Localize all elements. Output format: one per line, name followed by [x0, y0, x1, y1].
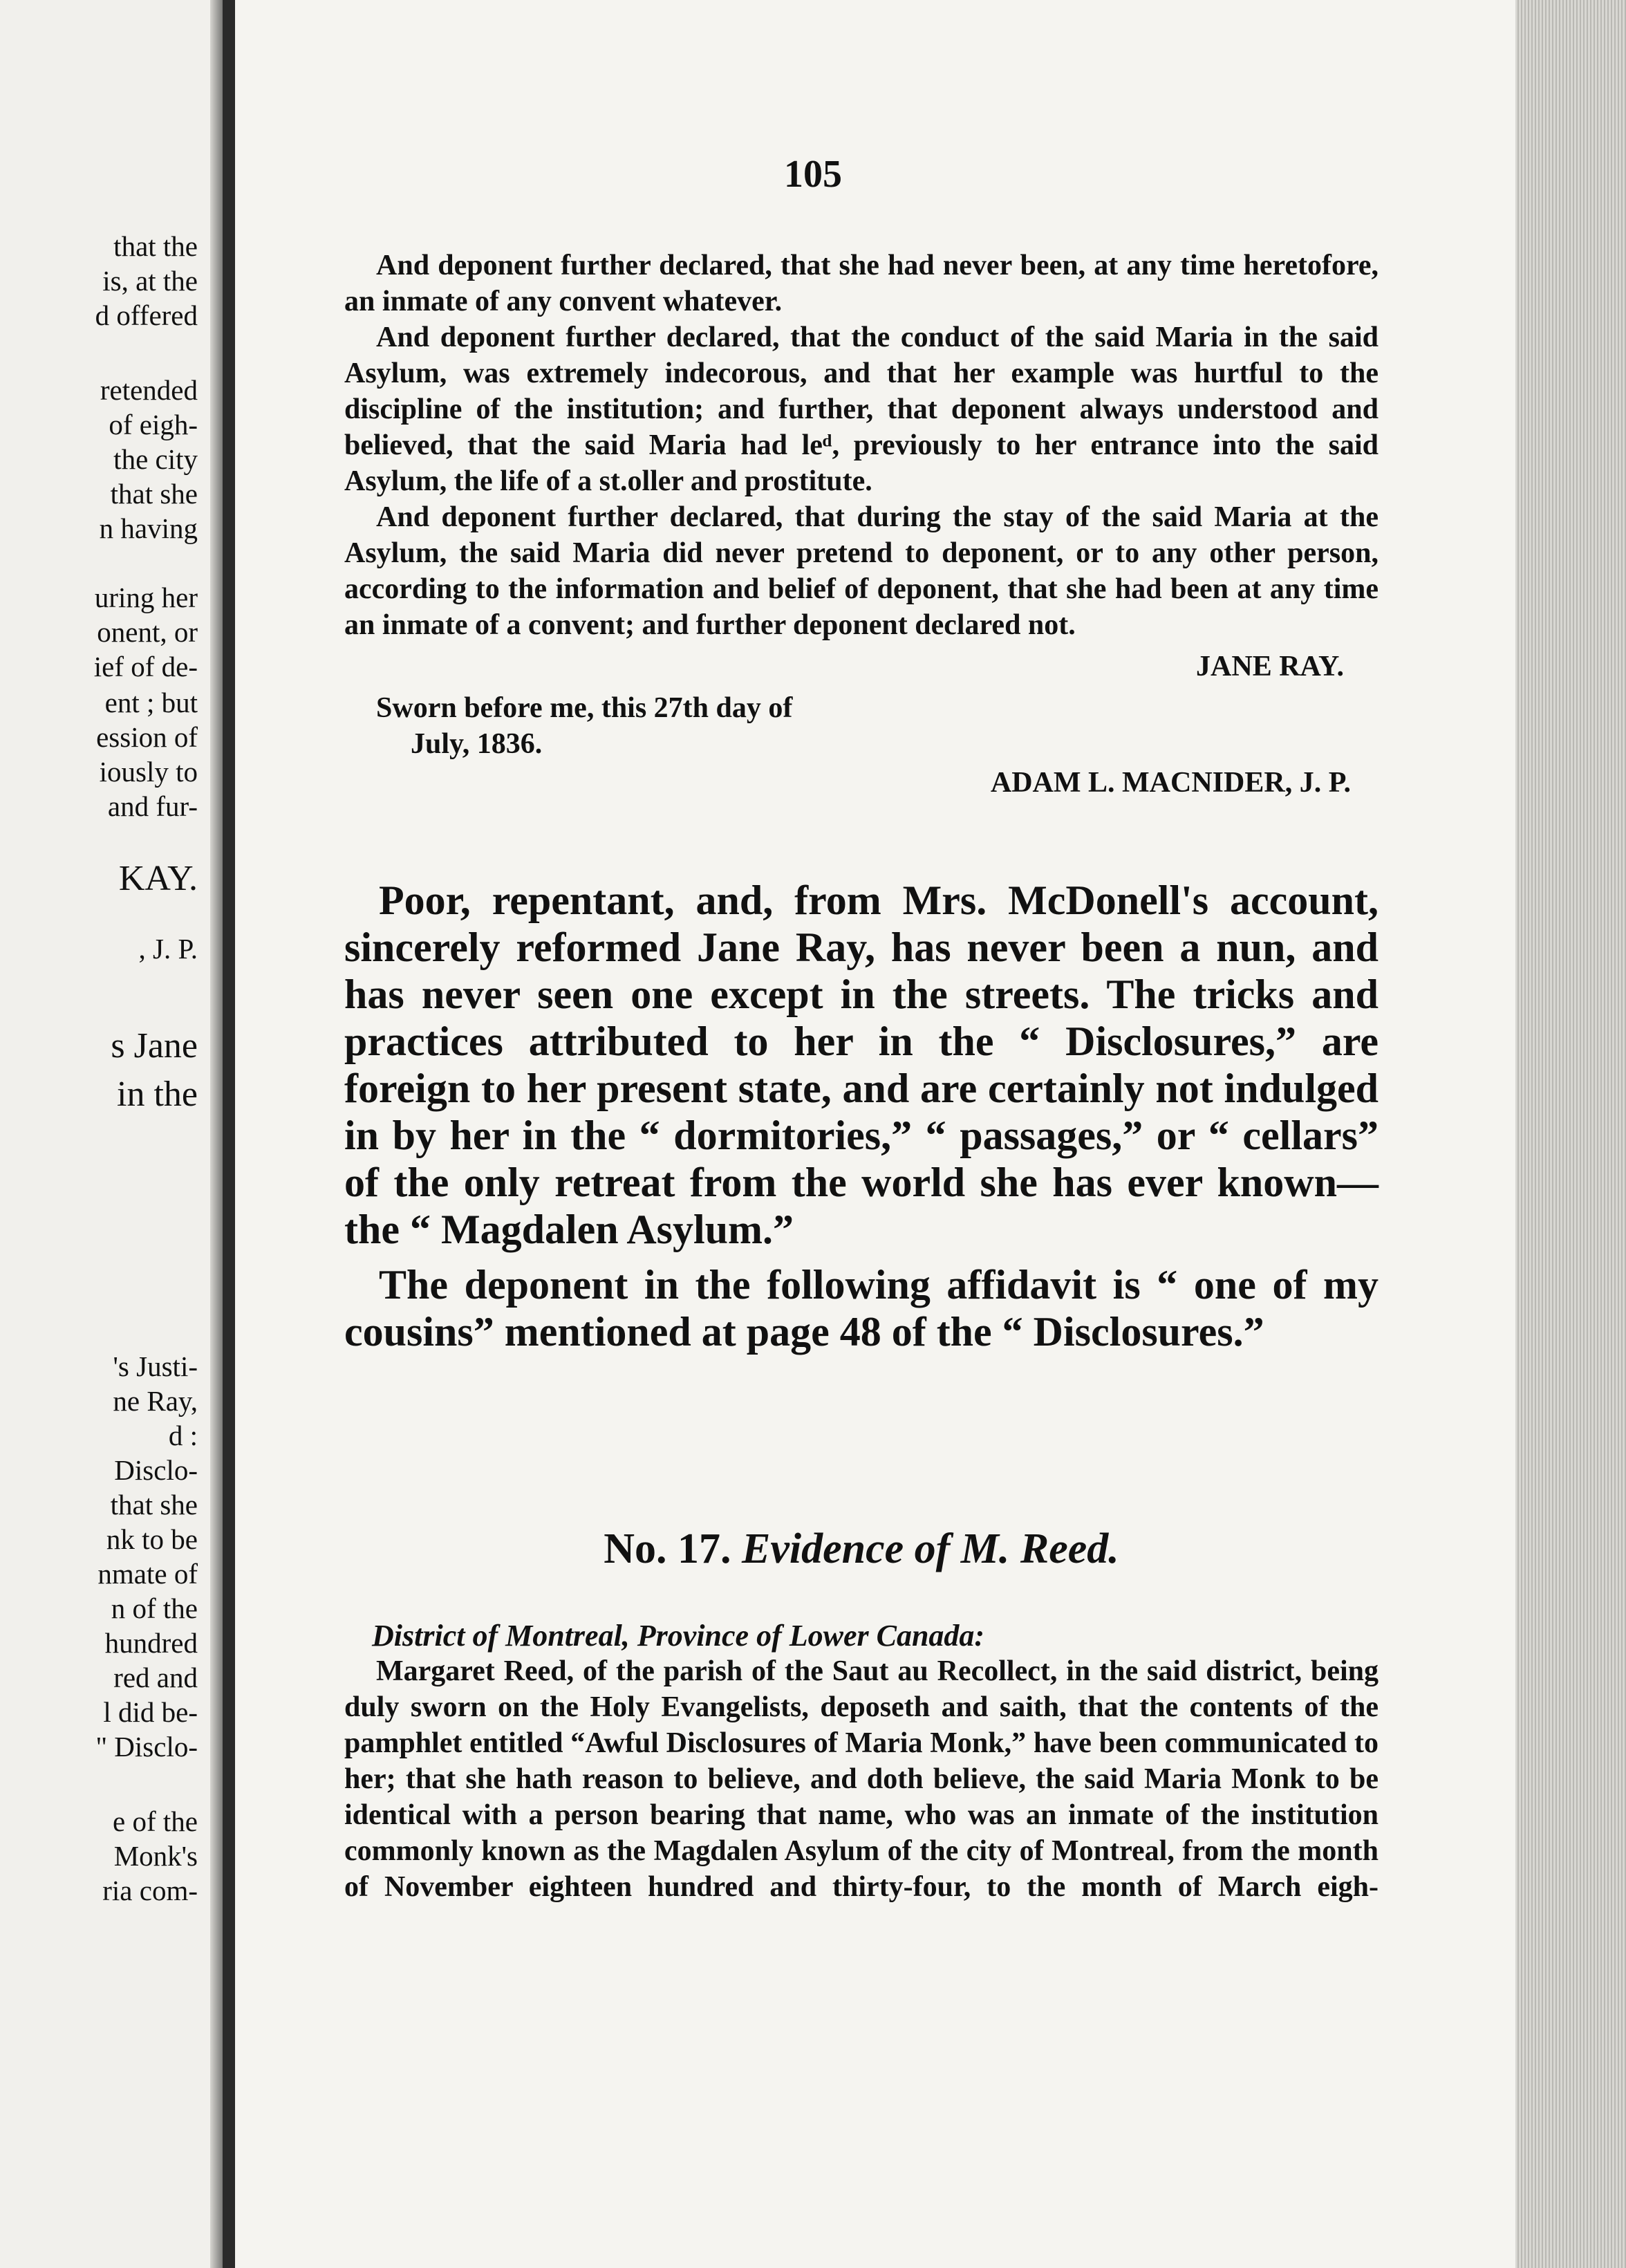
- facing-page-fragment: ief of de-: [93, 651, 198, 682]
- facing-page-fragment: n of the: [111, 1592, 198, 1624]
- sworn-line: Sworn before me, this 27th day of: [376, 692, 793, 724]
- facing-page-fragment: onent, or: [97, 616, 198, 648]
- facing-page-fragment: retended: [100, 374, 198, 406]
- facing-page-fragment: the city: [113, 443, 198, 475]
- heading-title: Evidence of M. Reed.: [741, 1525, 1119, 1572]
- page-number: 105: [784, 153, 842, 196]
- commentary-text: [344, 877, 1379, 1355]
- paragraph: And deponent further declared, that during the stay of the said Maria at the Asylum, the said Maria did never pretend to deponent, or to any other person, according to the information and belief of deponent, that she had been at any time an inmate of a convent; and further deponent declared not.: [344, 501, 1379, 641]
- facing-page-fragment: l did be-: [103, 1696, 198, 1728]
- facing-page-fragment: s Jane: [111, 1026, 198, 1066]
- facing-page-fragment: ent ; but: [104, 687, 198, 718]
- paragraph: Poor, repentant, and, from Mrs. McDonell's account, sincerely reformed Jane Ray, has never been a nun, and has never seen one except in the streets. The tricks and practices attributed to her in the “ Disclosures,” are foreign to her present state, and are certainly not indulged in by her in the “ dormitories,” “ passages,” or “ cellars” of the only retreat from the world she has ever known—the “ Magdalen Asylum.”: [344, 877, 1379, 1252]
- facing-page-fragment: nk to be: [106, 1523, 198, 1555]
- facing-page-fragment: that she: [110, 1489, 198, 1521]
- facing-page-fragment: , J. P.: [138, 933, 198, 965]
- affidavit-reed-text: [344, 1618, 1379, 1905]
- sworn-date: July, 1836.: [411, 728, 543, 760]
- facing-page-fragment: ne Ray,: [113, 1385, 198, 1417]
- heading-number: No. 17.: [604, 1525, 731, 1572]
- signature: JANE RAY.: [1196, 651, 1344, 682]
- facing-page-fragment: ria com-: [102, 1875, 198, 1906]
- section-heading: [344, 1525, 1379, 1574]
- evidence-heading: [344, 1525, 1379, 1574]
- magistrate-signature: ADAM L. MACNIDER, J. P.: [990, 767, 1351, 799]
- page-edge: [1515, 0, 1626, 2268]
- paragraph: Margaret Reed, of the parish of the Saut au Recollect, in the said district, being duly sworn on the Holy Evangelists, deposeth and saith, that the contents of the pamphlet entitled “Awful Disclosures of Maria Monk,” have been communicated to her; that she hath reason to believe, and doth believe, the said Maria Monk to be identical with a person bearing that name, who was an inmate of the institution commonly known as the Magdalen Asylum of the city of Montreal, from the month of November eighteen hundred and thirty-four, to the month of March eigh-: [344, 1655, 1379, 1903]
- facing-page-fragment: nmate of: [97, 1558, 198, 1590]
- facing-page-fragment: uring her: [94, 582, 198, 613]
- book-gutter: [210, 0, 223, 2268]
- facing-page: [0, 0, 223, 2268]
- facing-page-fragment: red and: [113, 1662, 198, 1693]
- facing-page-fragment: e of the: [113, 1805, 198, 1837]
- facing-page-fragment: in the: [117, 1075, 198, 1114]
- facing-page-fragment: and fur-: [107, 790, 198, 822]
- facing-page-fragment: iously to: [99, 756, 198, 788]
- facing-page-fragment: is, at the: [102, 265, 198, 297]
- facing-page-fragment: hundred: [104, 1627, 198, 1659]
- paragraph: The deponent in the following affidavit is “ one of my cousins” mentioned at page 48 of the “ Disclosures.”: [344, 1262, 1379, 1355]
- facing-page-fragment: 's Justi-: [113, 1350, 198, 1382]
- paragraph: And deponent further declared, that the conduct of the said Maria in the said Asylum, was extremely indecorous, and that her example was hurtful to the discipline of the institution; and further, that deponent always understood and believed, that the said Maria had leᵈ, previously to her entrance into the said Asylum, the life of a st.oller and prostitute.: [344, 322, 1379, 497]
- facing-page-fragment: d offered: [95, 299, 198, 331]
- facing-page-fragment: that the: [113, 230, 198, 262]
- district-line: District of Montreal, Province of Lower Canada:: [372, 1619, 985, 1653]
- facing-page-fragment: Disclo-: [114, 1454, 198, 1486]
- paragraph: And deponent further declared, that she had never been, at any time heretofore, an inmate of any convent whatever.: [344, 250, 1379, 317]
- facing-page-fragment: " Disclo-: [95, 1731, 198, 1763]
- facing-page-fragment: KAY.: [118, 859, 198, 898]
- facing-page-fragment: Monk's: [113, 1840, 198, 1872]
- facing-page-fragment: d :: [168, 1420, 198, 1451]
- facing-page-fragment: of eigh-: [109, 409, 198, 440]
- facing-page-fragment: ession of: [96, 721, 198, 753]
- affidavit-ray-text: [344, 248, 1379, 801]
- facing-page-fragment: n having: [99, 512, 198, 544]
- facing-page-fragment: that she: [110, 478, 198, 510]
